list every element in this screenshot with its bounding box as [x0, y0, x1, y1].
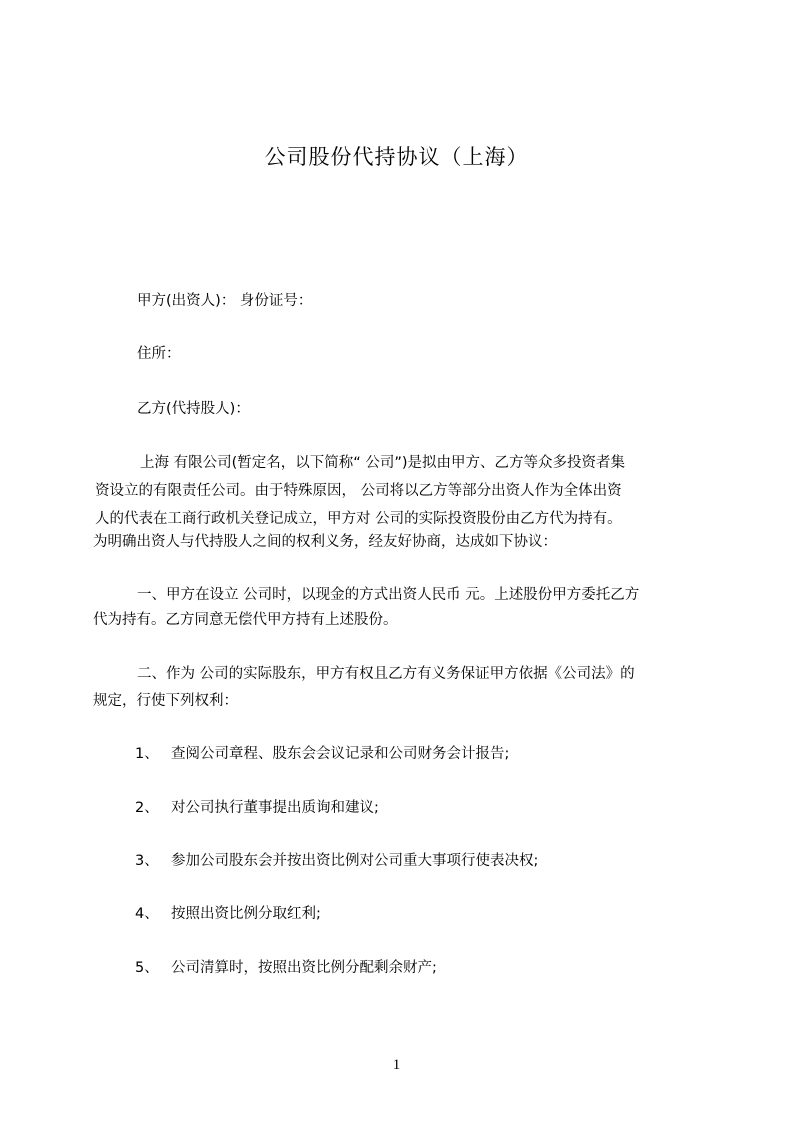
intro-line: 资设立的有限责任公司。由于特殊原因， 公司将以乙方等部分出资人作为全体出资	[95, 483, 622, 499]
address-line: 住所：	[137, 346, 181, 362]
right-item-text: 按照出资比例分取红利;	[171, 906, 321, 922]
party-a-line: 甲方(出资人)： 身份证号：	[137, 293, 313, 309]
intro-line: 人的代表在工商行政机关登记成立，甲方对 公司的实际投资股份由乙方代为持有。	[95, 511, 622, 527]
right-item	[135, 742, 509, 766]
right-item-text: 参加公司股东会并按出资比例对公司重大事项行使表决权;	[171, 853, 539, 869]
party-b-line: 乙方(代持股人)：	[137, 401, 250, 417]
right-item-number: 3、	[135, 853, 159, 869]
right-item-number: 4、	[135, 906, 159, 922]
right-item-text: 查阅公司章程、股东会会议记录和公司财务会计报告;	[171, 746, 510, 762]
right-item-text: 对公司执行董事提出质询和建议;	[171, 800, 379, 816]
right-item-number: 1、	[135, 746, 159, 762]
clause-1-line: 一、甲方在设立 公司时，以现金的方式出资人民币 元。上述股份甲方委托乙方	[137, 587, 640, 603]
intro-line: 上海 有限公司(暂定名，以下简称“ 公司”)是拟由甲方、乙方等众多投资者集	[140, 455, 626, 471]
clause-2-line: 规定，行使下列权利：	[93, 693, 238, 709]
page-number: 1	[392, 1057, 401, 1073]
right-item	[135, 796, 379, 820]
right-item	[135, 849, 538, 873]
right-item	[135, 956, 437, 980]
clause-1-line: 代为持有。乙方同意无偿代甲方持有上述股份。	[93, 612, 398, 628]
right-item-text: 公司清算时，按照出资比例分配剩余财产;	[171, 960, 437, 976]
right-item	[135, 902, 321, 926]
right-item-number: 2、	[135, 800, 159, 816]
document-title: 公司股份代持协议（上海）	[264, 145, 529, 169]
right-item-number: 5、	[135, 960, 159, 976]
clause-2-line: 二、作为 公司的实际股东，甲方有权且乙方有义务保证甲方依据《公司法》的	[137, 666, 635, 682]
intro-line: 为明确出资人与代持股人之间的权利义务，经友好协商，达成如下协议：	[93, 534, 557, 550]
